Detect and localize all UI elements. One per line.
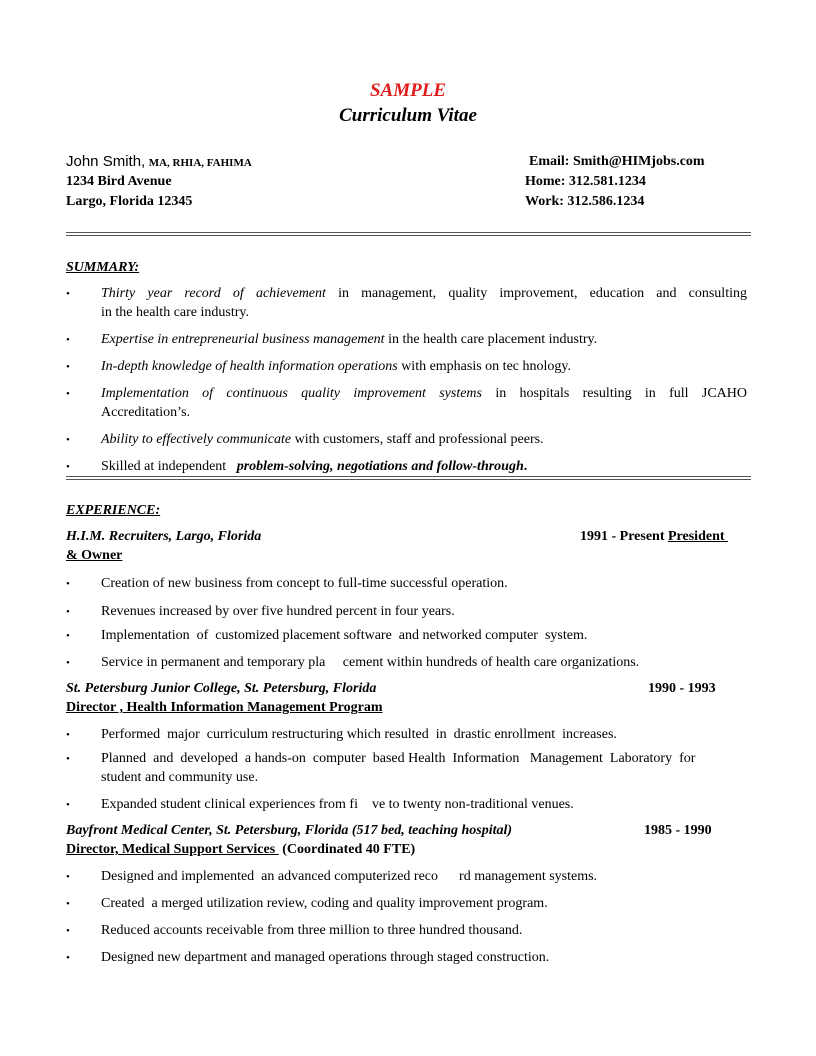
job-2-bullet-1: Performed major curriculum restructuring which resulted in drastic enrollment increases. bbox=[101, 727, 617, 742]
contact-street: 1234 Bird Avenue bbox=[66, 174, 172, 189]
job-3-role-note: (Coordinated 40 FTE) bbox=[278, 842, 416, 857]
job-1-bullet-3: Implementation of customized placement software and networked computer system. bbox=[101, 628, 588, 643]
bullet-icon: • bbox=[66, 361, 70, 373]
job-3-bullet-4: Designed new department and managed operations through staged construction. bbox=[101, 950, 550, 965]
summary-item-1-cont: in the health care industry. bbox=[101, 305, 249, 320]
bullet-icon: • bbox=[66, 871, 70, 883]
job-2-bullet-2-cont: student and community use. bbox=[101, 770, 259, 785]
summary-item-5: Ability to effectively communicate with customers, staff and professional peers. bbox=[101, 432, 544, 447]
summary-item-4-cont: Accreditation’s. bbox=[101, 405, 191, 420]
summary-item-2: Expertise in entrepreneurial business management in the health care placement industry. bbox=[101, 332, 598, 347]
job-2-dates: 1990 - 1993 bbox=[648, 681, 716, 696]
job-3-bullet-2: Created a merged utilization review, coding and quality improvement program. bbox=[101, 896, 548, 911]
job-1-bullet-4: Service in permanent and temporary pla cement within hundreds of health care organizations. bbox=[101, 655, 640, 670]
job-3-bullet-3: Reduced accounts receivable from three million to three hundred thousand. bbox=[101, 923, 523, 938]
summary-item-3: In-depth knowledge of health information operations with emphasis on tec hnology. bbox=[101, 359, 571, 374]
job-2-role: Director , Health Information Management Program bbox=[66, 700, 383, 715]
contact-credentials: MA, RHIA, FAHIMA bbox=[148, 157, 252, 169]
bullet-icon: • bbox=[66, 606, 70, 618]
contact-work-phone: Work: 312.586.1234 bbox=[525, 194, 645, 209]
bullet-icon: • bbox=[66, 753, 70, 765]
bullet-icon: • bbox=[66, 630, 70, 642]
job-3-role: Director, Medical Support Services bbox=[66, 842, 279, 857]
experience-heading: EXPERIENCE: bbox=[66, 503, 161, 518]
job-1-role-cont: & Owner bbox=[66, 548, 123, 563]
summary-item-6: Skilled at independent problem-solving, negotiations and follow-through. bbox=[101, 459, 528, 474]
job-3-organization: Bayfront Medical Center, St. Petersburg, Florida (517 bed, teaching hospital) bbox=[66, 823, 513, 838]
bullet-icon: • bbox=[66, 952, 70, 964]
bullet-icon: • bbox=[66, 334, 70, 346]
job-1-organization: H.I.M. Recruiters, Largo, Florida bbox=[66, 529, 262, 544]
job-2-bullet-3: Expanded student clinical experiences from fi ve to twenty non-traditional venues. bbox=[101, 797, 574, 812]
bullet-icon: • bbox=[66, 925, 70, 937]
job-1-dates-role: 1991 - Present President bbox=[580, 529, 729, 544]
job-1-bullet-2: Revenues increased by over five hundred percent in four years. bbox=[101, 604, 455, 619]
contact-name: John Smith, bbox=[66, 153, 146, 170]
job-1-role: President bbox=[668, 529, 729, 544]
bullet-icon: • bbox=[66, 898, 70, 910]
bullet-icon: • bbox=[66, 578, 70, 590]
document-title: Curriculum Vitae bbox=[339, 105, 477, 126]
summary-heading: SUMMARY: bbox=[66, 260, 140, 275]
bullet-icon: • bbox=[66, 657, 70, 669]
bullet-icon: • bbox=[66, 288, 70, 300]
bullet-icon: • bbox=[66, 461, 70, 473]
bullet-icon: • bbox=[66, 388, 70, 400]
bullet-icon: • bbox=[66, 729, 70, 741]
header-divider bbox=[66, 232, 751, 233]
sample-heading: SAMPLE bbox=[369, 80, 447, 101]
job-2-organization: St. Petersburg Junior College, St. Petersburg, Florida bbox=[66, 681, 377, 696]
job-1-bullet-1: Creation of new business from concept to full-time successful operation. bbox=[101, 576, 508, 591]
contact-email: Email: Smith@HIMjobs.com bbox=[529, 154, 705, 169]
job-3-bullet-1: Designed and implemented an advanced computerized reco rd management systems. bbox=[101, 869, 598, 884]
summary-divider bbox=[66, 476, 751, 477]
contact-name-line bbox=[66, 153, 252, 171]
summary-item-1: Thirty year record of achievement in management, quality improvement, education and consulting bbox=[101, 286, 747, 301]
summary-item-4: Implementation of continuous quality improvement systems in hospitals resulting in full JCAHO bbox=[101, 386, 747, 401]
job-2-bullet-2: Planned and developed a hands-on computer based Health Information Management Laboratory for bbox=[101, 751, 696, 766]
bullet-icon: • bbox=[66, 434, 70, 446]
contact-city: Largo, Florida 12345 bbox=[66, 194, 193, 209]
contact-home-phone: Home: 312.581.1234 bbox=[525, 174, 646, 189]
job-3-role-line bbox=[66, 842, 415, 858]
job-3-dates: 1985 - 1990 bbox=[644, 823, 712, 838]
bullet-icon: • bbox=[66, 799, 70, 811]
